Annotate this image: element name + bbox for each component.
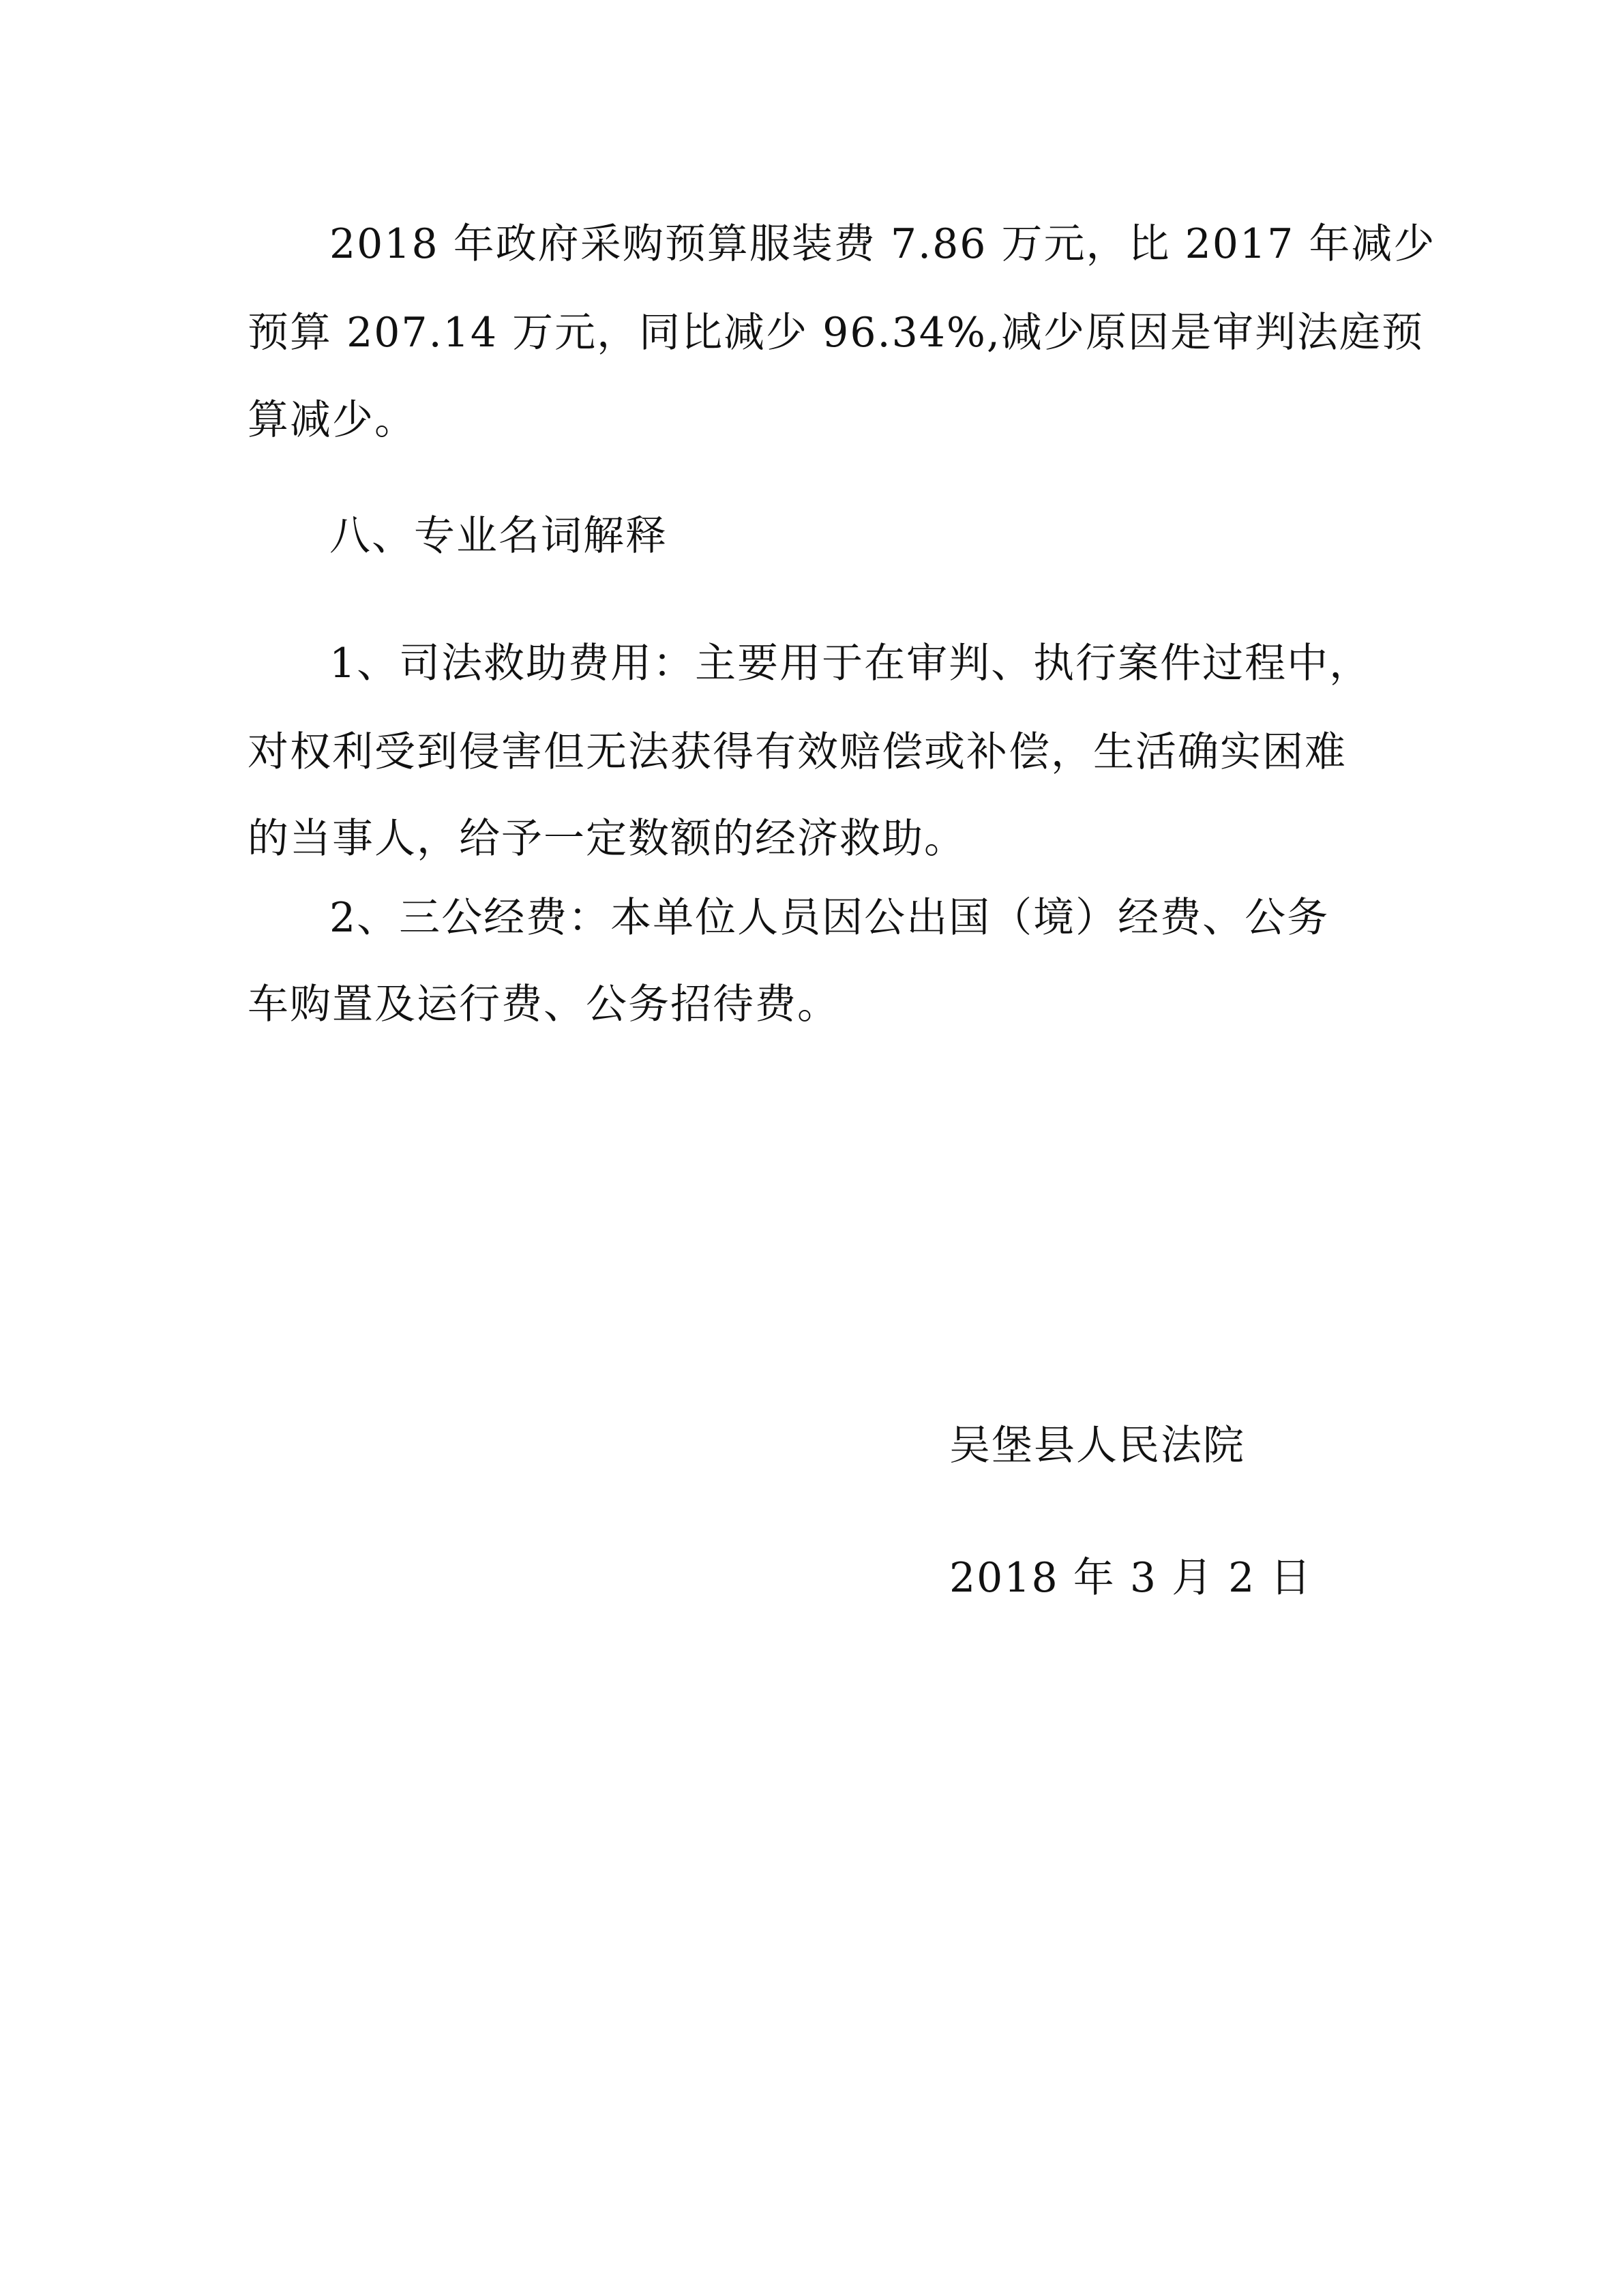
procurement-paragraph-line-3: 算减少。: [248, 396, 417, 444]
definition-2-line-2: 车购置及运行费、公务招待费。: [248, 981, 839, 1028]
signature-organization: 吴堡县人民法院: [949, 1422, 1245, 1470]
definition-1-line-1: 1、司法救助费用：主要用于在审判、执行案件过程中，: [329, 640, 1372, 687]
definition-2-line-1: 2、三公经费：本单位人员因公出国（境）经费、公务: [329, 894, 1330, 942]
definition-1-line-3: 的当事人，给予一定数额的经济救助。: [248, 815, 966, 863]
procurement-paragraph-line-2: 预算 207.14 万元，同比减少 96.34%,减少原因是审判法庭预: [248, 309, 1425, 357]
procurement-paragraph-line-1: 2018 年政府采购预算服装费 7.86 万元，比 2017 年减少: [329, 220, 1436, 268]
section-heading: 八、专业名词解释: [329, 512, 668, 560]
definition-1-line-2: 对权利受到侵害但无法获得有效赔偿或补偿，生活确实困难: [248, 728, 1347, 776]
signature-date: 2018 年 3 月 2 日: [949, 1554, 1313, 1602]
